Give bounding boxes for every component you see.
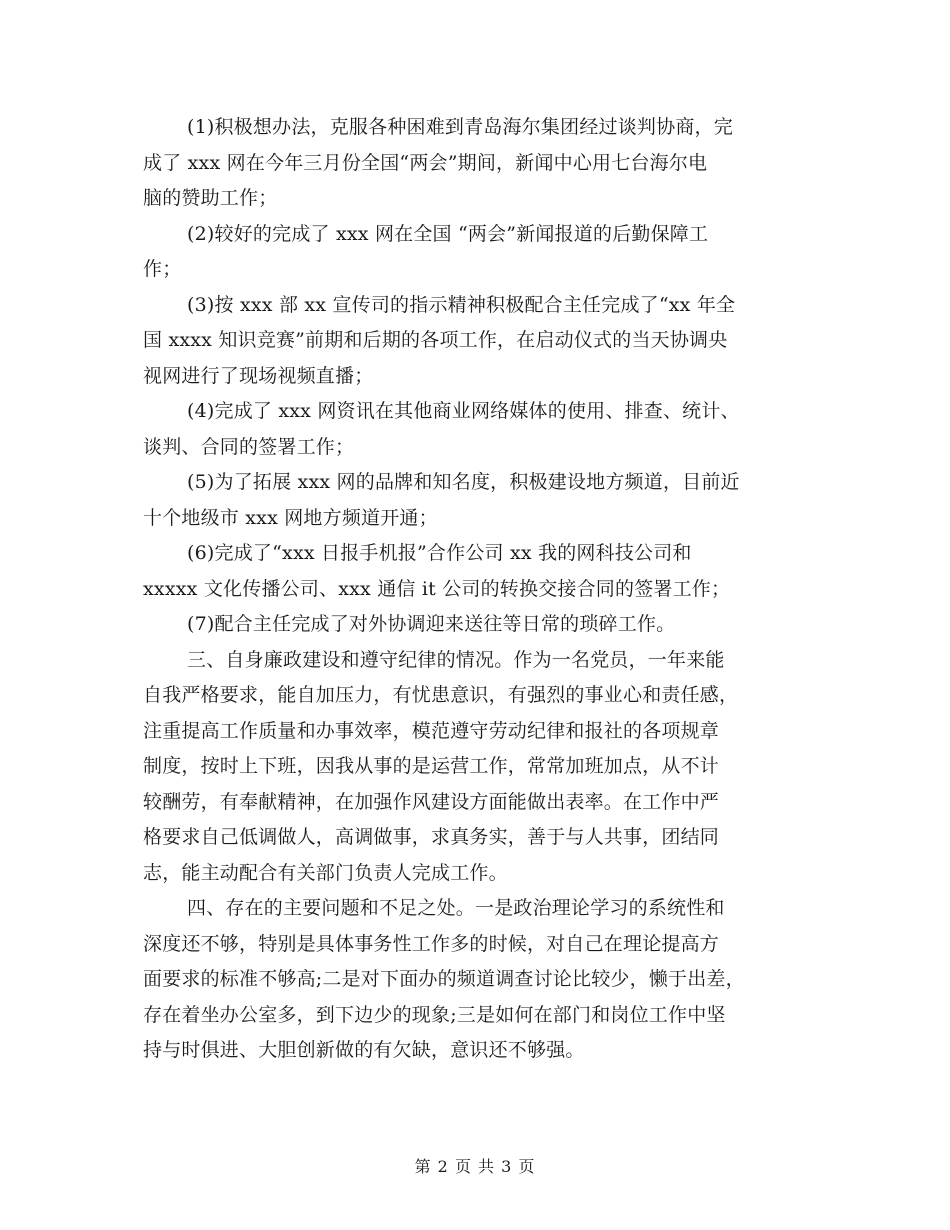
text-line: (4)完成了 xxx 网资讯在其他商业网络媒体的使用、排查、统计、 <box>187 400 740 422</box>
text-line: (3)按 xxx 部 xx 宣传司的指示精神积极配合主任完成了“xx 年全 <box>187 293 736 316</box>
text-line: 面要求的标准不够高;二是对下面办的频道调查讨论比较少，懒于出差， <box>143 968 745 990</box>
text-line: 视网进行了现场视频直播； <box>143 364 374 387</box>
text-line: 成了 xxx 网在今年三月份全国“两会”期间，新闻中心用七台海尔电 <box>143 151 708 174</box>
text-line: 四、存在的主要问题和不足之处。一是政治理论学习的系统性和 <box>187 897 725 919</box>
text-line: (6)完成了“xxx 日报手机报”合作公司 xx 我的网科技公司和 <box>187 542 692 564</box>
text-line: 制度，按时上下班，因我从事的是运营工作，常常加班加点，从不计 <box>143 755 720 777</box>
text-line: 格要求自己低调做人，高调做事，求真务实，善于与人共事，团结同 <box>143 826 720 848</box>
text-line: 注重提高工作质量和办事效率，模范遵守劳动纪律和报社的各项规章 <box>143 719 720 742</box>
text-line: (7)配合主任完成了对外协调迎来送往等日常的琐碎工作。 <box>187 613 676 635</box>
text-line: 持与时俱进、大胆创新做的有欠缺，意识还不够强。 <box>143 1039 585 1061</box>
text-line: 十个地级市 xxx 网地方频道开通； <box>143 506 438 529</box>
text-line: 作； <box>143 258 182 280</box>
text-line: 存在着坐办公室多，到下边少的现象;三是如何在部门和岗位工作中坚 <box>143 1003 726 1026</box>
text-line: 谈判、合同的签署工作； <box>143 435 355 458</box>
text-line: 国 xxxx 知识竞赛”前期和后期的各项工作，在启动仪式的当天协调央 <box>143 329 728 351</box>
text-line: xxxxx 文化传播公司、xxx 通信 it 公司的转换交接合同的签署工作； <box>143 577 731 600</box>
text-line: (2)较好的完成了 xxx 网在全国 “两会”新闻报道的后勤保障工 <box>187 222 709 245</box>
text-line: (5)为了拓展 xxx 网的品牌和知名度，积极建设地方频道，目前近 <box>187 471 740 493</box>
text-line: 三、自身廉政建设和遵守纪律的情况。作为一名党员，一年来能 <box>187 648 725 671</box>
document-body <box>143 110 811 1069</box>
text-line: 志，能主动配合有关部门负责人完成工作。 <box>143 861 508 884</box>
text-line: 自我严格要求，能自加压力，有忧患意识，有强烈的事业心和责任感， <box>143 684 739 706</box>
text-line: 较酬劳，有奉献精神，在加强作风建设方面能做出表率。在工作中严 <box>143 790 720 813</box>
text-line: (1)积极想办法，克服各种困难到青岛海尔集团经过谈判协商，完 <box>187 116 733 138</box>
text-line: 深度还不够，特别是具体事务性工作多的时候，对自己在理论提高方 <box>143 932 720 955</box>
text-line: 脑的赞助工作； <box>143 187 278 209</box>
page-number-footer: 第 2 页 共 3 页 <box>414 1157 536 1176</box>
